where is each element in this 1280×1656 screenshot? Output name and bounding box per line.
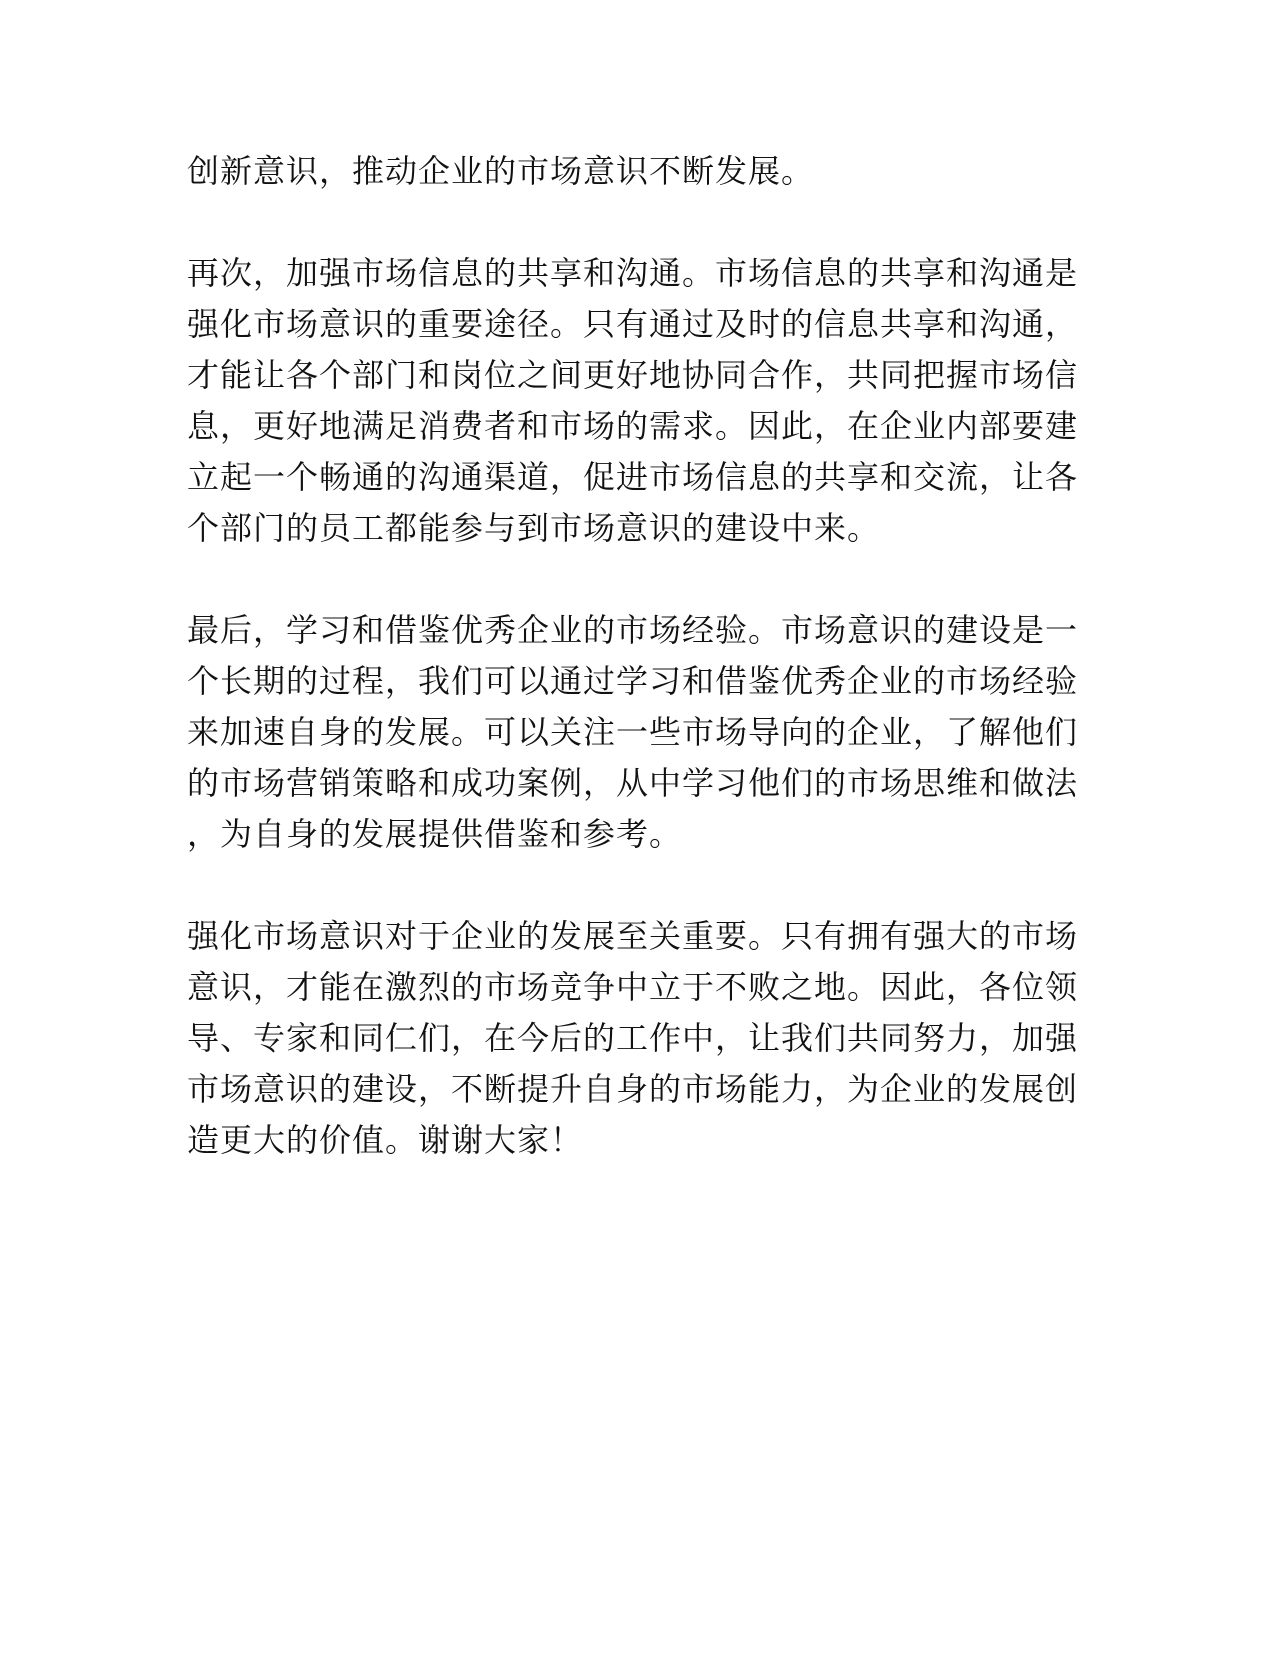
paragraph-1: 创新意识，推动企业的市场意识不断发展。 bbox=[187, 152, 815, 190]
paragraph-2: 再次，加强市场信息的共享和沟通。市场信息的共享和沟通是强化市场意识的重要途径。只有通过及时的信息共享和沟通，才能让各个部门和岗位之间更好地协同合作，共同把握市场信息，更好地满足消费者和市场的需求。因此，在企业内部要建立起一个畅通的沟通渠道，促进市场信息的共享和交流，让各个部门的员工都能参与到市场意识的建设中来。 bbox=[187, 254, 1079, 547]
paragraph-3: 最后，学习和借鉴优秀企业的市场经验。市场意识的建设是一个长期的过程，我们可以通过学习和借鉴优秀企业的市场经验来加速自身的发展。可以关注一些市场导向的企业，了解他们的市场营销策略和成功案例，从中学习他们的市场思维和做法，为自身的发展提供借鉴和参考。 bbox=[187, 611, 1079, 853]
document-body bbox=[187, 146, 1095, 1166]
paragraph-4: 强化市场意识对于企业的发展至关重要。只有拥有强大的市场意识，才能在激烈的市场竞争中立于不败之地。因此，各位领导、专家和同仁们，在今后的工作中，让我们共同努力，加强市场意识的建设，不断提升自身的市场能力，为企业的发展创造更大的价值。谢谢大家！ bbox=[187, 917, 1079, 1159]
